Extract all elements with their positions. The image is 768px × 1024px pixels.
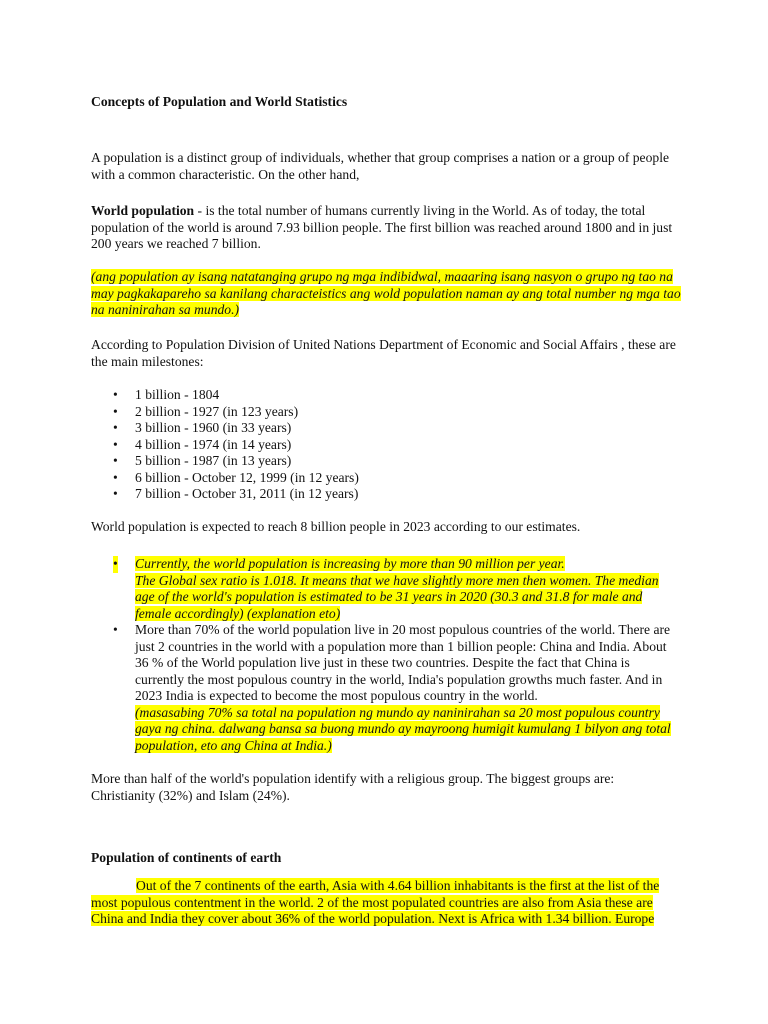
bullet-icon: • <box>113 453 118 468</box>
facts-list <box>91 556 671 754</box>
milestone-text: 4 billion - 1974 (in 14 years) <box>135 436 292 452</box>
tagalog-note-paragraph <box>91 269 681 319</box>
bullet-icon: • <box>113 622 118 637</box>
bullet-icon: • <box>113 469 118 485</box>
section-heading-continents: Population of continents of earth <box>91 850 282 865</box>
milestone-text: 5 billion - 1987 (in 13 years) <box>135 453 292 468</box>
bullet-icon: • <box>113 420 118 435</box>
bullet-icon: • <box>113 387 118 402</box>
tagalog-note-text: (ang population ay isang natatanging grupo ng mga indibidwal, maaaring isang nasyon o grupo ng tao na may pagkakapareho sa kanilang characteistics ang wold population naman ay ang total number ng mga tao na naninirahan sa mundo.) <box>91 269 681 317</box>
world-population-definition: - is the total number of humans currently living in the World. As of today, the total population of the world is around 7.93 billion people. The first billion was reached around 1800 and in just 200 years we reached 7 billion. <box>91 203 673 251</box>
milestone-text: 7 billion - October 31, 2011 (in 12 years) <box>135 486 359 501</box>
list-item <box>91 556 671 622</box>
bullet-icon: • <box>113 556 118 571</box>
milestones-list <box>91 387 651 503</box>
religion-paragraph: More than half of the world's population identify with a religious group. The biggest groups are: Christianity (32%) and Islam (24%). <box>91 771 615 803</box>
milestone-text: 3 billion - 1960 (in 33 years) <box>135 420 292 435</box>
list-item <box>91 437 651 454</box>
list-item <box>91 486 651 503</box>
list-item <box>91 470 651 487</box>
world-population-term: World population <box>91 203 195 218</box>
world-population-paragraph <box>91 203 681 253</box>
page-title: Concepts of Population and World Statistics <box>91 94 348 109</box>
continents-text: Out of the 7 continents of the earth, Asia with 4.64 billion inhabitants is the first at the list of the most populous contentment in the world. 2 of the most populated countries are also from Asia these are China and India they cover about 36% of the world population. Next is Africa with 1.34 billion. Europe <box>91 878 660 926</box>
list-item <box>91 387 651 404</box>
milestone-text: 6 billion - October 12, 1999 (in 12 years) <box>135 469 359 485</box>
un-milestones-intro: According to Population Division of United Nations Department of Economic and Social Affairs , these are the main milestones: <box>91 337 676 369</box>
expectation-paragraph: World population is expected to reach 8 billion people in 2023 according to our estimates. <box>91 519 581 534</box>
fact-populous-countries-text: More than 70% of the world population live in 20 most populous countries of the world. There are just 2 countries in the world with a population more than 1 billion people: China and India. About 36 % of the World population live just in these two countries. Despite the fact that China is currently the most populous country in the world, India's population growths much faster. And in 2023 India is expected to become the most populous country in the world. <box>135 622 671 703</box>
milestone-text: 2 billion - 1927 (in 123 years) <box>135 403 299 419</box>
intro-paragraph: A population is a distinct group of individuals, whether that group comprises a nation or a group of people with a common characteristic. On the other hand, <box>91 150 669 182</box>
list-item <box>91 622 671 754</box>
fact-sex-ratio-text: The Global sex ratio is 1.018. It means that we have slightly more men then women. The median age of the world's population is estimated to be 31 years in 2020 (30.3 and 31.8 for male and female accordingly) (explanation eto) <box>135 572 659 621</box>
milestone-text: 1 billion - 1804 <box>135 387 220 402</box>
list-item <box>91 404 651 421</box>
fact-growth-text: Currently, the world population is increasing by more than 90 million per year. <box>135 556 565 571</box>
list-item <box>91 420 651 437</box>
bullet-icon: • <box>113 436 118 452</box>
fact-tagalog-note: (masasabing 70% sa total na population ng mundo ay naninirahan sa 20 most populous country gaya ng china. dalwang bansa sa buong mundo ay mayroong humigit kumulang 1 bilyon ang total population, eto ang China at India.) <box>135 704 671 753</box>
bullet-icon: • <box>113 403 118 419</box>
list-item <box>91 453 651 470</box>
bullet-icon: • <box>113 486 118 501</box>
continents-paragraph <box>91 878 681 928</box>
